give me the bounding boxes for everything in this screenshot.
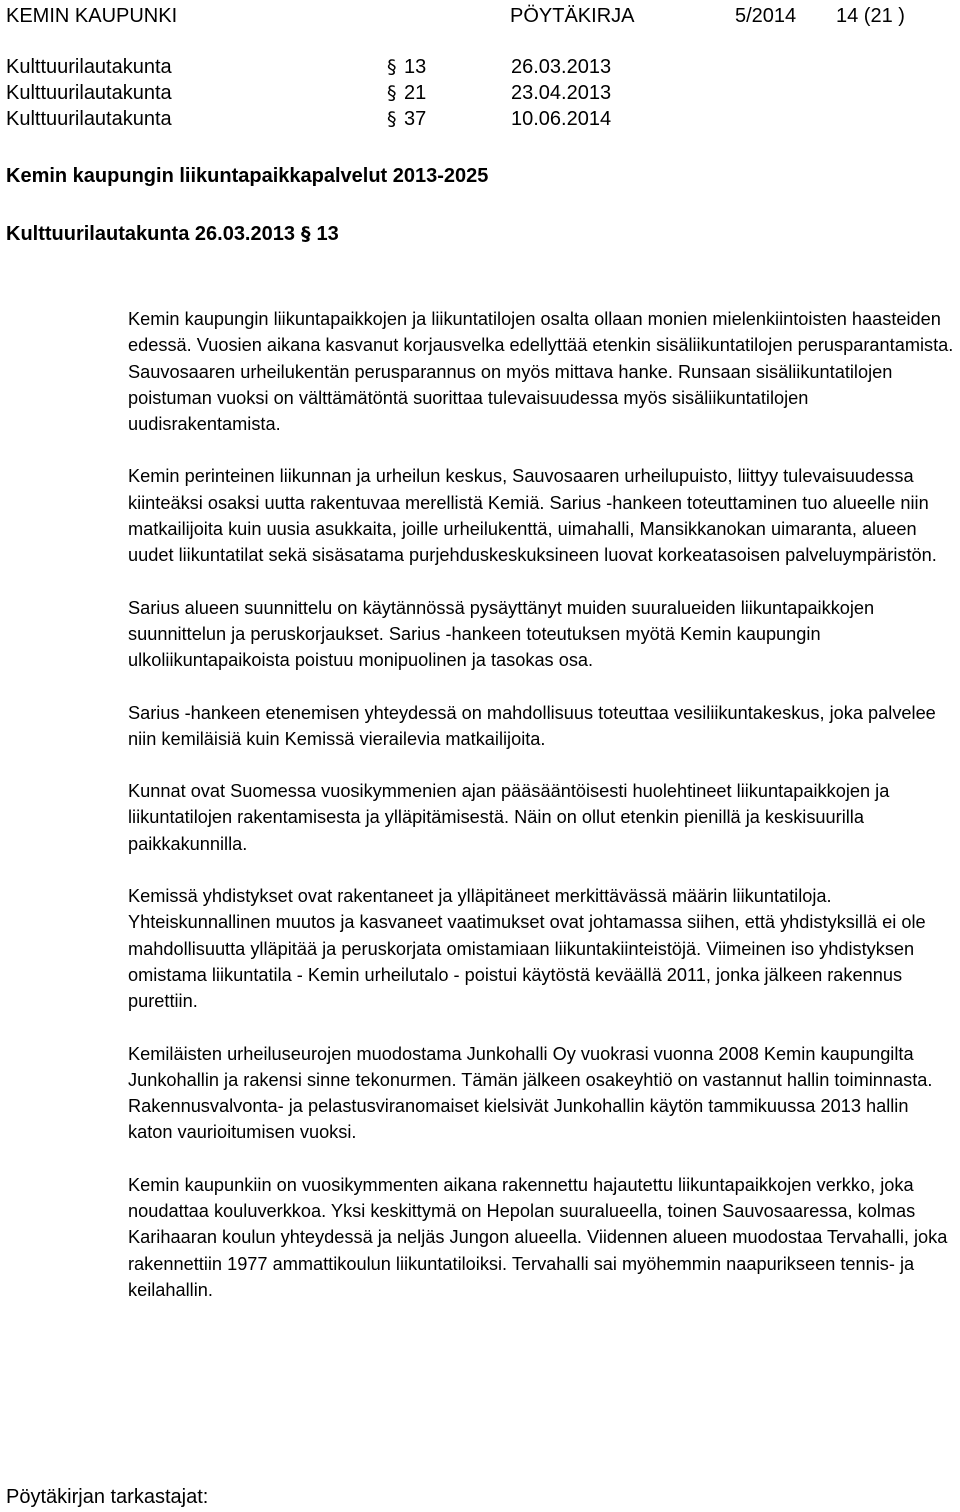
paragraph: Sarius alueen suunnittelu on käytännössä pysäyttänyt muiden suuralueiden liikuntapaikkojen suunnittelun ja peruskorjaukset. Sarius -hankeen toteutuksen myötä Kemin kaupungin ulkoliikuntapaikoista poistuu monipuolinen ja tasokas osa.: [128, 597, 875, 671]
document-number: 5/2014: [735, 5, 797, 27]
reference-paragraph: 13: [404, 56, 427, 78]
paragraph: Kemin kaupungin liikuntapaikkojen ja liikuntatilojen osalta ollaan monien mielenkiintoisten haasteiden edessä. Vuosien aikana kasvanut korjausvelka edellyttää etenkin sisäliikuntatilojen perusparantamista. Sauvosaaren urheilukentän perusparannus on myös mittava hanke. Runsaan sisäliikuntatilojen poistuman vuoksi on välttämätöntä suorittaa tulevaisuudessa myös sisäliikuntatilojen uudisrakentamista.: [128, 309, 954, 435]
reference-body: Kulttuurilautakunta: [6, 82, 172, 104]
city-name: KEMIN KAUPUNKI: [6, 5, 178, 27]
paragraph: Kemin perinteinen liikunnan ja urheilun keskus, Sauvosaaren urheilupuisto, liittyy tulevaisuudessa kiinteäksi osaksi uutta rakentuvaa merellistä Kemiä. Sarius -hankeen toteuttaminen tuo alueelle niin matkailijoita kuin uusia asukkaita, joille urheilukenttä, uimahalli, Mansikkanokan uimaranta, alueen uudet liikuntatilat sekä sisäsatama purjehduskeskuksineen luovat korkeatasoisen palveluympäristön.: [128, 466, 937, 566]
reference-body: Kulttuurilautakunta: [6, 108, 172, 130]
page-header: [0, 0, 960, 32]
paragraph: Sarius -hankeen etenemisen yhteydessä on mahdollisuus toteuttaa vesiliikuntakeskus, joka palvelee niin kemiläisiä kuin Kemissä vierailevia matkailijoita.: [128, 702, 936, 749]
paragraph: Kemiläisten urheiluseurojen muodostama Junkohalli Oy vuokrasi vuonna 2008 Kemin kaupungilta Junkohallin ja rakensi sinne tekonurmen. Tämän jälkeen osakeyhtiö on vastannut hallin toiminnasta. Rakennusvalvonta- ja pelastusviranomaiset kielsivät Junkohallin käytön tammikuussa 2013 hallin katon vaurioitumisen vuoksi.: [128, 1043, 933, 1143]
section-mark-icon: §: [300, 223, 311, 245]
section-heading-prefix: Kulttuurilautakunta 26.03.2013: [6, 223, 295, 245]
section-heading: [6, 220, 339, 248]
footer-label: Pöytäkirjan tarkastajat:: [6, 1486, 209, 1508]
paragraph: Kemissä yhdistykset ovat rakentaneet ja ylläpitäneet merkittävässä määrin liikuntatiloja. Yhteiskunnallinen muutos ja kasvaneet vaatimukset ovat johtamassa siihen, että yhdistyksillä ei ole mahdollisuutta ylläpitää ja peruskorjata omistamiaan liikuntakiinteistöjä. Viimeinen iso yhdistyksen omistama liikuntatila - Kemin urheilutalo - poistui käytöstä keväällä 2011, jonka jälkeen rakennus purettiin.: [128, 886, 926, 1012]
reference-paragraph: 21: [404, 82, 427, 104]
reference-body: Kulttuurilautakunta: [6, 56, 172, 78]
section-mark-icon: §: [387, 108, 397, 130]
paragraph: Kunnat ovat Suomessa vuosikymmenien ajan pääsääntöisesti huolehtineet liikuntapaikkojen ja liikuntatilojen rakentamisesta ja ylläpitämisestä. Näin on ollut etenkin pienillä ja keskisuurilla paikkakunnilla.: [128, 781, 890, 854]
paragraph: Kemin kaupunkiin on vuosikymmenten aikana rakennettu hajautettu liikuntapaikkojen verkko, joka noudattaa kouluverkkoa. Yksi keskittymä on Hepolan suuralueella, toinen Sauvosaaressa, kolmas Karihaaran koulun yhteydessä ja neljäs Jungon alueella. Viidennen alueen muodostaa Tervahalli, joka rakennettiin 1977 ammattikoulun liikuntatiloiksi. Tervahalli sai myöhemmin naapurikseen tennis- ja keilahallin.: [128, 1174, 948, 1300]
section-mark-icon: §: [387, 56, 397, 78]
reference-date: 10.06.2014: [511, 108, 612, 130]
section-mark-icon: §: [387, 82, 397, 104]
section-heading-paragraph: 13: [316, 223, 339, 245]
document-title: Kemin kaupungin liikuntapaikkapalvelut 2013-2025: [6, 165, 489, 187]
reference-date: 23.04.2013: [511, 82, 612, 104]
body-text: [128, 306, 956, 1329]
reference-date: 26.03.2013: [511, 56, 612, 78]
page-number: 14 (21 ): [836, 5, 905, 27]
reference-paragraph: 37: [404, 108, 427, 130]
document-type: PÖYTÄKIRJA: [510, 5, 635, 27]
